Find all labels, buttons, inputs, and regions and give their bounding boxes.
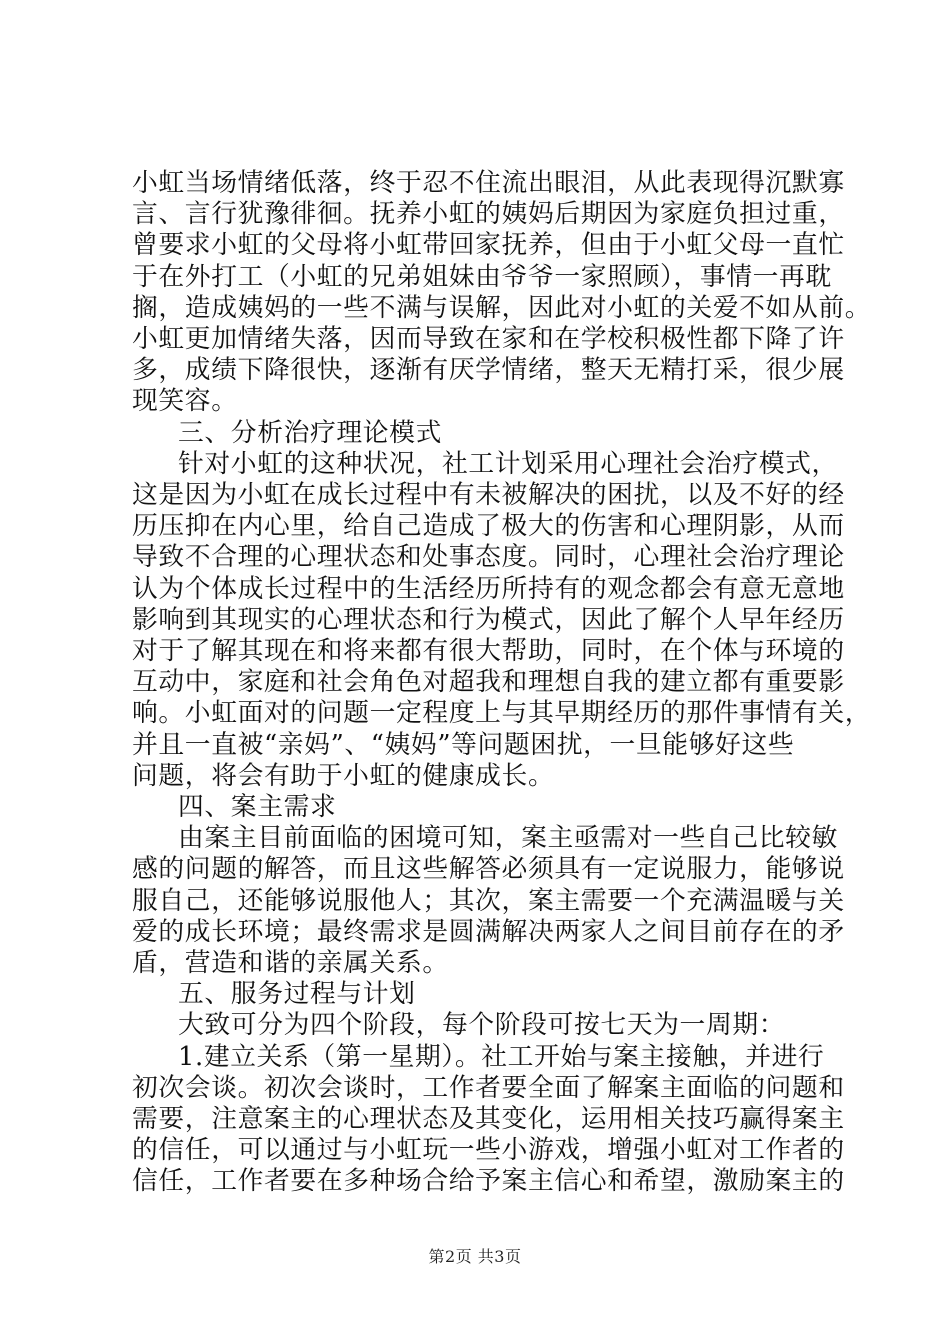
text-line: 多，成绩下降很快，逐渐有厌学情绪，整天无精打采，很少展 (132, 355, 845, 386)
text-line: 针对小虹的这种状况，社工计划采用心理社会治疗模式， (178, 448, 838, 479)
text-line: 导致不合理的心理状态和处事态度。同时，心理社会治疗理论 (132, 542, 845, 573)
text-line: 服自己，还能够说服他人；其次，案主需要一个充满温暖与关 (132, 885, 845, 916)
section-heading: 四、案主需求 (178, 792, 337, 822)
text-line: 历压抑在内心里，给自己造成了极大的伤害和心理阴影，从而 (132, 511, 845, 542)
text-line: 影响到其现实的心理状态和行为模式，因此了解个人早年经历 (132, 604, 845, 635)
text-line: 小虹更加情绪失落，因而导致在家和在学校积极性都下降了许 (132, 324, 845, 354)
section-heading: 三、分析治疗理论模式 (178, 417, 442, 448)
text-line: 爱的成长环境；最终需求是圆满解决两家人之间目前存在的矛 (132, 916, 845, 947)
text-line: 于在外打工（小虹的兄弟姐妹由爷爷一家照顾），事情一再耽 (132, 261, 832, 292)
text-line: 需要，注意案主的心理状态及其变化，运用相关技巧赢得案主 (132, 1104, 845, 1134)
text-line: 问题，将会有助于小虹的健康成长。 (132, 760, 555, 791)
text-line: 的信任，可以通过与小虹玩一些小游戏，增强小虹对工作者的 (132, 1135, 845, 1166)
text-line: 并且一直被“亲妈”、“姨妈”等问题困扰，一旦能够好这些 (132, 729, 795, 760)
text-line: 现笑容。 (132, 386, 238, 417)
text-line: 响。小虹面对的问题一定程度上与其早期经历的那件事情有关， (132, 698, 872, 729)
section-heading: 五、服务过程与计划 (178, 979, 416, 1010)
text-line: 认为个体成长过程中的生活经历所持有的观念都会有意无意地 (132, 573, 845, 604)
page-footer: 第2页 共3页 (428, 1247, 522, 1266)
text-line: 对于了解其现在和将来都有很大帮助，同时，在个体与环境的 (132, 636, 845, 666)
text-line: 初次会谈。初次会谈时，工作者要全面了解案主面临的问题和 (132, 1072, 845, 1103)
text-line: 感的问题的解答，而且这些解答必须具有一定说服力，能够说 (132, 854, 845, 885)
text-line: 由案主目前面临的困境可知，案主亟需对一些自己比较敏 (178, 823, 838, 854)
text-line: 言、言行犹豫徘徊。抚养小虹的姨妈后期因为家庭负担过重， (132, 199, 845, 230)
text-line: 信任，工作者要在多种场合给予案主信心和希望，激励案主的 (132, 1166, 845, 1197)
text-line: 互动中，家庭和社会角色对超我和理想自我的建立都有重要影 (132, 667, 845, 698)
text-line: 1.建立关系（第一星期）。社工开始与案主接触，并进行 (178, 1041, 825, 1072)
text-line: 这是因为小虹在成长过程中有未被解决的困扰，以及不好的经 (132, 480, 845, 510)
text-line: 盾，营造和谐的亲属关系。 (132, 948, 449, 978)
text-line: 大致可分为四个阶段，每个阶段可按七天为一周期： (178, 1010, 786, 1041)
text-line: 搁，造成姨妈的一些不满与误解，因此对小虹的关爱不如从前。 (132, 292, 872, 323)
text-line: 曾要求小虹的父母将小虹带回家抚养，但由于小虹父母一直忙 (132, 230, 845, 261)
text-line: 小虹当场情绪低落，终于忍不住流出眼泪，从此表现得沉默寡 (132, 168, 845, 198)
